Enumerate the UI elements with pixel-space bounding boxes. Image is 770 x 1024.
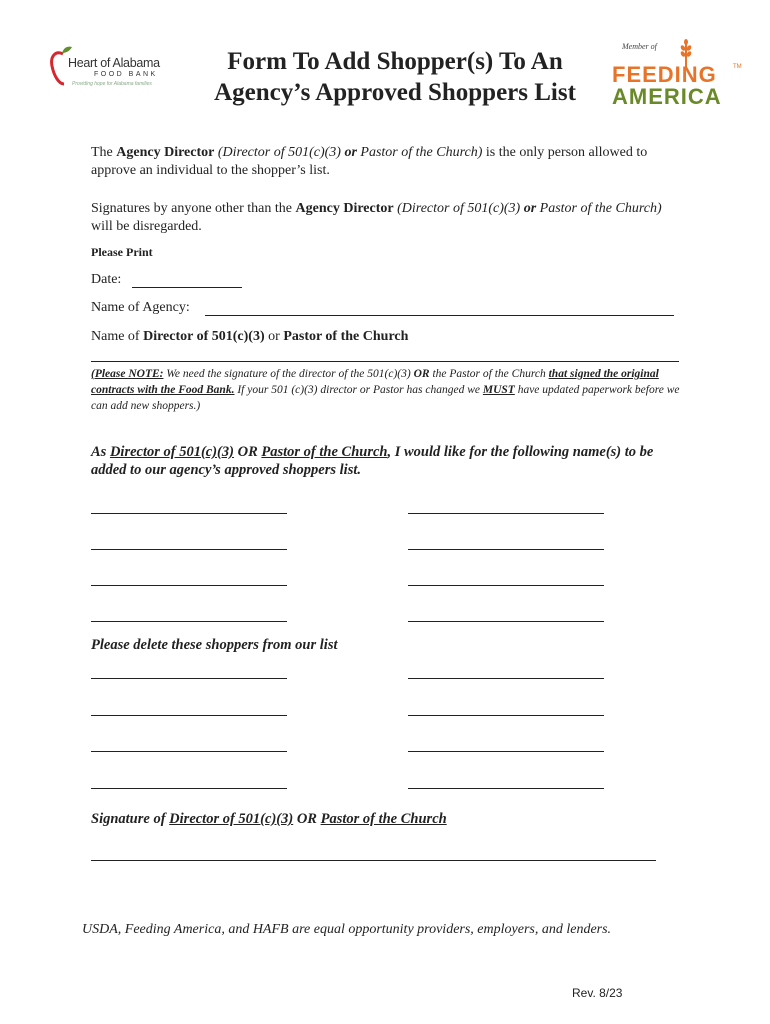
text: is the only person allowed to approve an individual to the shopper’s list. [91, 145, 648, 178]
text: Pastor of the Church) [356, 145, 483, 160]
equal-opportunity-statement: USDA, Feeding America, and HAFB are equal opportunity providers, employers, and lenders. [82, 922, 612, 937]
note-label: (Please NOTE: [91, 368, 164, 380]
director-term: Director of 501(c)(3) [109, 444, 234, 460]
please-note [91, 366, 681, 414]
add-shopper-line[interactable] [91, 585, 287, 586]
date-label: Date: [91, 272, 122, 287]
pastor-term: Pastor of the Church [283, 329, 409, 344]
text: , I would like for the following name(s) to be added to our agency’s approved shoppers list. [91, 444, 654, 478]
text: Signatures by anyone other than the [91, 201, 296, 216]
text: Signature of [91, 811, 170, 827]
text: (Director of 501(c)(3) [393, 201, 524, 216]
text: Pastor of the Church) [536, 201, 662, 216]
signature-field[interactable] [91, 860, 656, 861]
heart-of-alabama-logo [50, 40, 170, 100]
delete-shopper-line[interactable] [408, 678, 604, 679]
agency-name-field[interactable] [205, 315, 674, 316]
agency-name-label: Name of Agency: [91, 300, 190, 315]
or-emphasis: OR [413, 368, 430, 380]
or-emphasis: or [344, 145, 357, 160]
text: (Director of 501(c)(3) [214, 145, 345, 160]
text: have updated paperwork before we can add new shoppers.) [91, 384, 680, 412]
revision-label: Rev. 8/23 [572, 986, 623, 1000]
title-line-2: Agency’s Approved Shoppers List [214, 79, 576, 106]
logo-word-america: AMERICA [612, 84, 722, 109]
add-shoppers-heading [91, 443, 691, 479]
add-shopper-line[interactable] [408, 621, 604, 622]
member-of-text: Member of [622, 42, 657, 51]
logo-name-line1: Heart of Alabama [68, 56, 160, 70]
delete-shopper-line[interactable] [91, 751, 287, 752]
please-print-label: Please Print [91, 245, 153, 259]
add-shopper-line[interactable] [408, 513, 604, 514]
director-term: Director of 501(c)(3) [143, 329, 265, 344]
delete-shopper-line[interactable] [91, 715, 287, 716]
delete-shoppers-heading: Please delete these shoppers from our list [91, 637, 338, 653]
text: Name of [91, 329, 144, 344]
intro-paragraph-2 [91, 200, 671, 236]
add-shopper-line[interactable] [91, 549, 287, 550]
text: will be disregarded. [91, 219, 202, 234]
agency-director-term: Agency Director [116, 145, 215, 160]
delete-shopper-line[interactable] [408, 751, 604, 752]
director-term: Director of 501(c)(3) [169, 811, 294, 827]
date-field[interactable] [132, 287, 242, 288]
text: OR [293, 811, 321, 827]
logo-word-feeding: FEEDING [612, 62, 717, 87]
text: or [264, 329, 284, 344]
or-emphasis: or [523, 201, 537, 216]
delete-shopper-line[interactable] [408, 788, 604, 789]
text: the Pastor of the Church [429, 368, 549, 380]
pastor-term: Pastor of the Church [261, 444, 388, 460]
trademark-mark: TM [733, 64, 742, 70]
signed-contracts-emphasis: that signed the original contracts with the Food Bank. [91, 368, 659, 396]
director-name-label [91, 329, 408, 345]
form-title [170, 46, 620, 108]
feeding-america-logo [608, 38, 742, 110]
director-name-field[interactable] [91, 361, 679, 362]
signature-heading [91, 810, 691, 828]
text: The [91, 145, 117, 160]
delete-shopper-line[interactable] [91, 678, 287, 679]
text: We need the signature of the director of the 501(c)(3) [163, 368, 414, 380]
pastor-term: Pastor of the Church [320, 811, 447, 827]
delete-shopper-line[interactable] [91, 788, 287, 789]
add-shopper-line[interactable] [91, 621, 287, 622]
text: OR [233, 444, 262, 460]
intro-paragraph-1 [91, 144, 671, 180]
title-line-1: Form To Add Shopper(s) To An [227, 48, 563, 75]
add-shopper-line[interactable] [408, 549, 604, 550]
logo-tagline: Providing hope for Alabama families [72, 81, 152, 87]
delete-shopper-line[interactable] [408, 715, 604, 716]
add-shopper-line[interactable] [91, 513, 287, 514]
text: As [91, 444, 110, 460]
agency-director-term: Agency Director [295, 201, 394, 216]
logo-name-line2: FOOD BANK [94, 71, 158, 78]
add-shopper-line[interactable] [408, 585, 604, 586]
text: If your 501 (c)(3) director or Pastor has changed we [234, 384, 483, 396]
must-emphasis: MUST [482, 384, 515, 396]
